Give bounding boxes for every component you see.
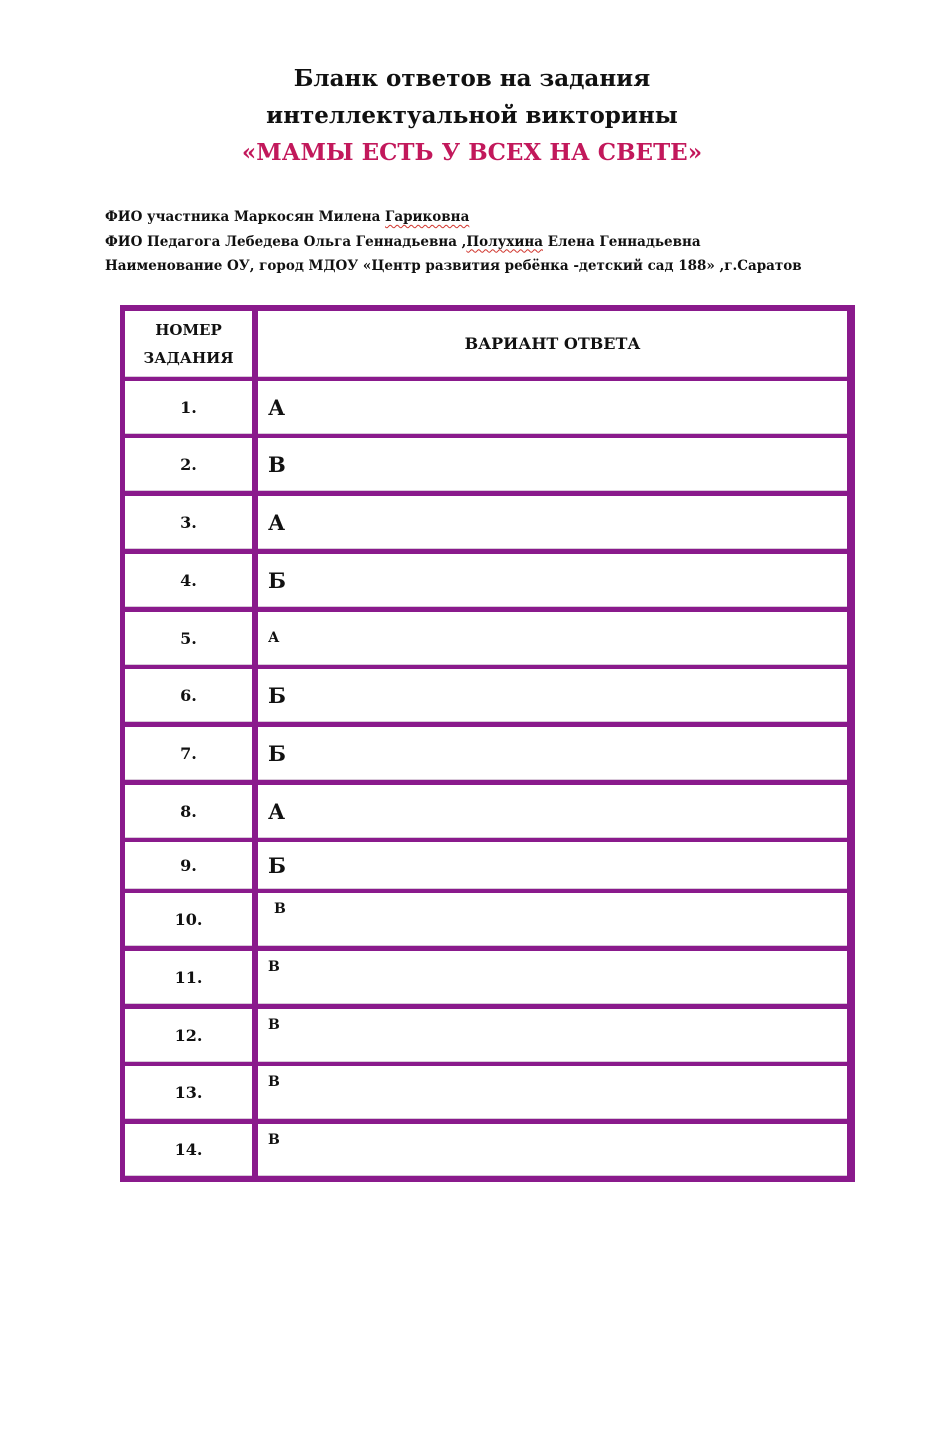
participant-name-line xyxy=(105,205,802,230)
answer-table xyxy=(120,305,855,1182)
table-header-row xyxy=(125,311,847,377)
answer-cell: А xyxy=(258,785,847,838)
teacher-name-line xyxy=(105,230,802,255)
answer-cell: В xyxy=(258,893,847,946)
task-number: 1. xyxy=(125,381,252,434)
teacher-name-suffix: Елена Геннадьевна xyxy=(543,233,701,250)
answer-cell: Б xyxy=(258,669,847,722)
answer-cell: Б xyxy=(258,842,847,889)
answer-cell: В xyxy=(258,1124,847,1176)
title-line-1: Бланк ответов на задания xyxy=(293,65,651,92)
answer-cell: В xyxy=(258,1009,847,1062)
participant-patronymic: Гариковна xyxy=(385,209,470,225)
table-row xyxy=(125,951,847,1004)
task-number: 3. xyxy=(125,496,252,549)
title-line-2: интеллектуальной викторины xyxy=(266,102,678,129)
table-row xyxy=(125,727,847,780)
table-row xyxy=(125,438,847,491)
table-row xyxy=(125,496,847,549)
answer-cell: А xyxy=(258,496,847,549)
task-number: 5. xyxy=(125,612,252,665)
task-number: 2. xyxy=(125,438,252,491)
answer-cell: В xyxy=(258,438,847,491)
teacher-name-prefix: ФИО Педагога Лебедева Ольга Геннадьевна , xyxy=(105,233,467,250)
task-number: 10. xyxy=(125,893,252,946)
task-number: 11. xyxy=(125,951,252,1004)
participant-info xyxy=(105,205,802,279)
task-number: 8. xyxy=(125,785,252,838)
task-number: 7. xyxy=(125,727,252,780)
answer-cell: Б xyxy=(258,554,847,607)
answer-cell: Б xyxy=(258,727,847,780)
header-task-number-line-1: НОМЕР xyxy=(155,320,222,339)
table-row xyxy=(125,612,847,665)
table-row xyxy=(125,842,847,889)
answer-cell: А xyxy=(258,381,847,434)
table-row xyxy=(125,893,847,946)
teacher-surname-2: Полухина xyxy=(466,233,543,250)
table-row xyxy=(125,1066,847,1119)
answer-cell: В xyxy=(258,1066,847,1119)
answer-cell: В xyxy=(258,951,847,1004)
table-row xyxy=(125,669,847,722)
table-row xyxy=(125,1124,847,1176)
table-row xyxy=(125,1009,847,1062)
answer-cell: А xyxy=(258,612,847,665)
task-number: 12. xyxy=(125,1009,252,1062)
task-number: 6. xyxy=(125,669,252,722)
form-title xyxy=(0,60,944,171)
participant-name-prefix: ФИО участника Маркосян Милена xyxy=(105,209,386,225)
header-task-number-line-2: ЗАДАНИЯ xyxy=(143,348,234,367)
task-number: 4. xyxy=(125,554,252,607)
table-row xyxy=(125,381,847,434)
table-row xyxy=(125,785,847,838)
task-number: 13. xyxy=(125,1066,252,1119)
task-number: 9. xyxy=(125,842,252,889)
table-row xyxy=(125,554,847,607)
institution-line: Наименование ОУ, город МДОУ «Центр развития ребёнка -детский сад 188» ,г.Саратов xyxy=(105,258,802,274)
quiz-name: «МАМЫ ЕСТЬ У ВСЕХ НА СВЕТЕ» xyxy=(241,139,703,166)
header-task-number xyxy=(125,311,252,377)
header-answer-option: ВАРИАНТ ОТВЕТА xyxy=(258,311,847,377)
task-number: 14. xyxy=(125,1124,252,1176)
